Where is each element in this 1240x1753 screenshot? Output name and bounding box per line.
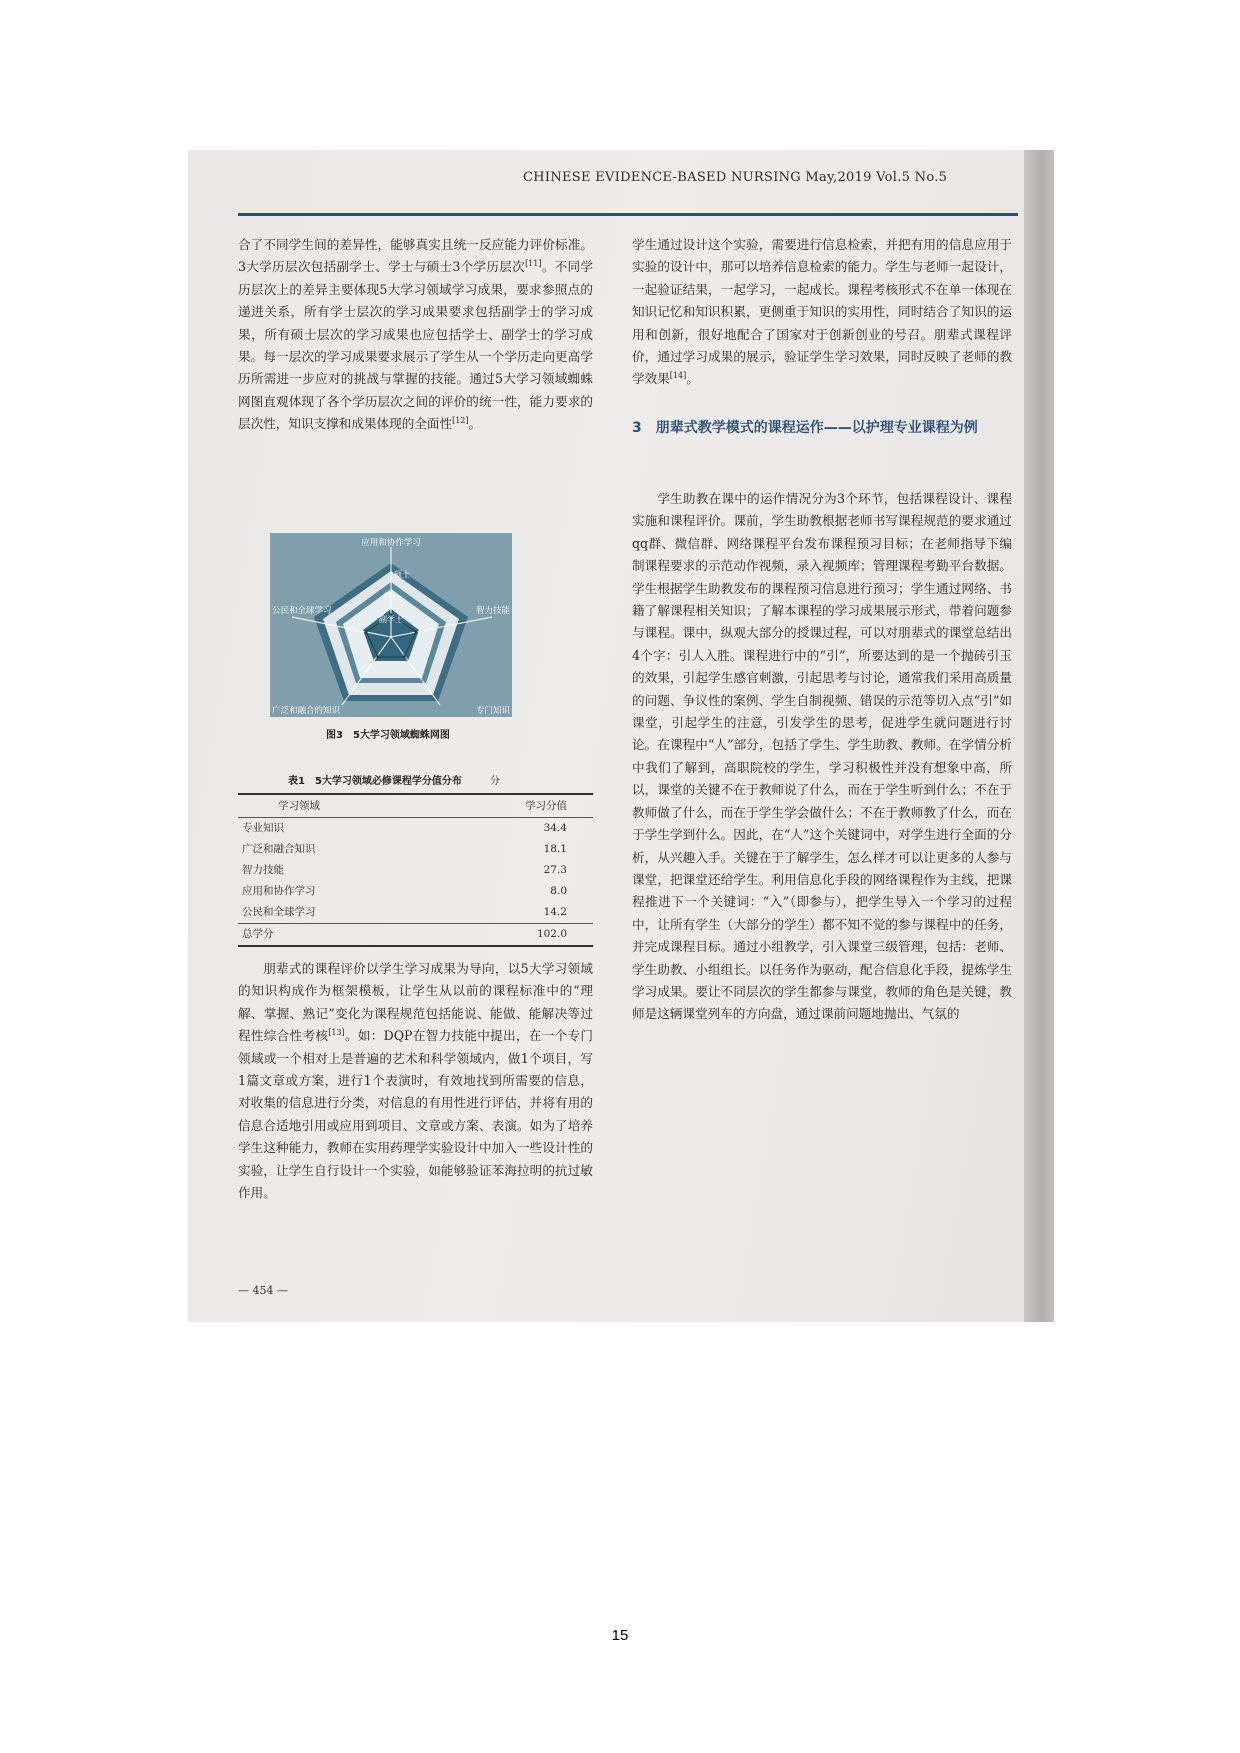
header-rule [238,213,1018,216]
running-head: CHINESE EVIDENCE-BASED NURSING May,2019 Vol.5 No.5 [523,170,948,185]
table-row: 应用和协作学习 8.0 [242,885,567,897]
axis-label-top: 应用和协作学习 [361,538,421,548]
table-row: 专业知识 34.4 [242,822,567,834]
table-row: 智力技能 27.3 [242,864,567,876]
axis-label-bottom-right: 专门知识 [475,706,510,716]
journal-page-number: — 454 — [238,1284,288,1297]
left-paragraph-1: 合了不同学生间的差异性，能够真实且统一反应能力评价标准。3大学历层次包括副学士、学士与硕士3个学历层次[11]。不同学历层次上的差异主要体现5大学习领域学习成果，要求参照点的递进关系，所有学士层次的学习成果要求包括副学士的学习成果，所有硕士层次的学习成果也应包括学士、副学士的学习成果。每一层次的学习成果要求展示了学生从一个学历走向更高学历所需进一步应对的挑战与掌握的技能。通过5大学习领域蜘蛛网图直观体现了各个学历层次之间的评价的统一性，能力要求的层次性，知识支撑和成果体现的全面性[12]。 [238,237,594,432]
ring-label-middle: 学士 [383,592,399,601]
left-paragraph-2: 朋辈式的课程评价以学生学习成果为导向，以5大学习领域的知识构成作为框架模板，让学生从以前的课程标准中的“理解、掌握、熟记”变化为课程规范包括能说、能做、能解决等过程性综合性考核[13]。如：DQP在智力技能中提出，在一个专门领域或一个相对上是普遍的艺术和科学领域内，做1个项目，写1篇文章或方案，进行1个表演时，有效地找到所需要的信息，对收集的信息进行分类，对信息的有用性进行评估，并将有用的信息合适地引用或应用到项目、文章或方案、表演。如为了培养学生这种能力，教师在实用药理学实验设计中加入一些设计性的实验，让学生自行设计一个实验，如能够验证苯海拉明的抗过敏作用。 [238,961,593,1201]
section-heading: 3 朋辈式教学模式的课程运作——以护理专业课程为例 [632,420,978,436]
right-paragraph-1: 学生通过设计这个实验，需要进行信息检索，并把有用的信息应用于实验的设计中，那可以培养信息检索的能力。学生与老师一起设计，一起验证结果，一起学习，一起成长。课程考核形式不在单一体现在知识记忆和知识积累，更侧重于知识的实用性，同时结合了知识的运用和创新，很好地配合了国家对于创新创业的号召。朋辈式课程评价，通过学习成果的展示，验证学生学习效果，同时反映了老师的教学效果[14]。 [632,237,1012,387]
ring-label-inner: 副学士 [379,615,403,624]
spider-web-chart [270,533,512,717]
table-row: 广泛和融合知识 18.1 [242,843,567,855]
table-header-domain: 学习领域 [278,800,320,812]
spider-web-figure [270,533,512,717]
table-row: 公民和全球学习 14.2 [242,906,567,918]
scanned-page [188,150,1054,1322]
ring-label-outer: 硕士 [394,570,410,579]
page-edge [1024,150,1054,1322]
right-paragraph-2: 学生助教在课中的运作情况分为3个环节，包括课程设计、课程实施和课程评价。课前，学生助教根据老师书写课程规范的要求通过qq群、微信群、网络课程平台发布课程预习目标；在老师指导下编制课程要求的示范动作视频，录入视频库；管理课程考勤平台数据。学生根据学生助教发布的课程预习信息进行预习；学生通过网络、书籍了解课程相关知识；了解本课程的学习成果展示形式，带着问题参与课程。课中，纵观大部分的授课过程，可以对朋辈式的课堂总结出4个字：引人入胜。课程进行中的“引”，所要达到的是一个抛砖引玉的效果，引起学生感官刺激，引起思考与讨论，通常我们采用高质量的问题、争议性的案例、学生自制视频、错误的示范等切入点“引”如课堂，引起学生的注意，引发学生的思考，促进学生就问题进行讨论。在课程中“人”部分，包括了学生、学生助教、教师。在学情分析中我们了解到，高职院校的学生，学习积极性并没有想象中高，所以，课堂的关键不在于教师说了什么，而在于学生听到什么；不在于教师做了什么，而在于学生学会做什么；不在于教师教了什么，而在于学生学到什么。因此，在“人”这个关键词中，对学生进行全面的分析，从兴趣入手。关键在于了解学生，怎么样才可以让更多的人参与课堂，把课堂还给学生。利用信息化手段的网络课程作为主线，把课程推进下一个关键词：“入”（即参与），把学生导入一个学习的过程中，让所有学生（大部分的学生）都不知不觉的参与课程中的任务，并完成课程目标。通过小组教学，引入课堂三级管理，包括：老师、学生助教、小组组长。以任务作为驱动，配合信息化手段，提炼学生学习成果。要让不同层次的学生都参与课堂，教师的角色是关键，教师是这辆课堂列车的方向盘，通过课前问题地抛出、气氛的 [632,491,1012,1022]
axis-label-right: 智力技能 [475,606,510,616]
axis-label-bottom-left: 广泛和融合的知识 [272,706,341,716]
axis-label-left: 公民和全球学习 [272,606,332,616]
table-header-score: 学习分值 [525,800,567,812]
page-footer-number: 15 [611,1627,629,1644]
figure-caption: 图3 5大学习领域蜘蛛网图 [326,730,450,741]
credit-table [238,793,593,947]
table-header-row [238,795,593,817]
table-title: 表1 5大学习领域必修课程学分值分布 分 [288,776,500,787]
table-total-row: 总学分 102.0 [242,928,567,940]
